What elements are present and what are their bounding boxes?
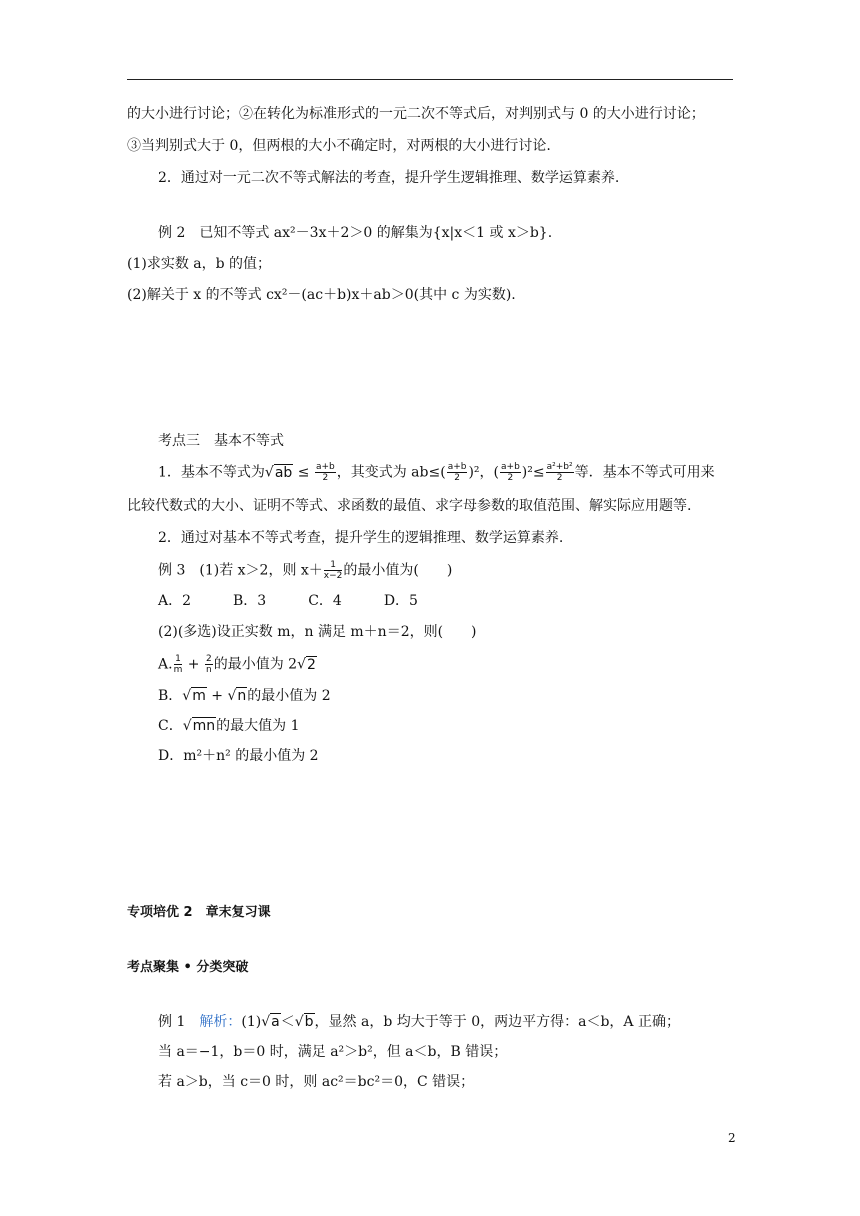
numerator: 1	[175, 654, 181, 664]
example-3-choices: A．2 B．3 C．4 D．5	[158, 593, 418, 609]
header-rule	[127, 79, 733, 80]
example-3-q1	[158, 560, 452, 581]
example-2-stem: 例 2 已知不等式 ax²－3x＋2＞0 的解集为{x|x＜1 或 x＞b}.	[158, 225, 553, 241]
radicand: ab	[274, 464, 293, 481]
radicand: 2	[307, 656, 316, 673]
analysis-line: 若 a＞b，当 c＝0 时，则 ac²＝bc²＝0，C 错误；	[158, 1074, 475, 1090]
numerator: a+b	[315, 462, 335, 472]
example-2-q1: (1)求实数 a，b 的值；	[127, 256, 272, 272]
fraction	[174, 654, 183, 675]
text-span: 例 3 (1)若 x＞2，则 x＋	[158, 562, 323, 579]
denominator: x−2	[323, 571, 343, 581]
sqrt-expression: √mn	[182, 718, 216, 734]
option-label: B．	[158, 688, 183, 704]
numerator: a+b	[447, 462, 467, 472]
fraction	[500, 462, 521, 483]
example-3-q2: (2)(多选)设正实数 m，n 满足 m＋n＝2，则( )	[158, 624, 477, 640]
text-line: ③当判别式大于 0，但两根的大小不确定时，对两根的大小进行讨论.	[127, 138, 551, 154]
radicand: b	[304, 1014, 314, 1030]
radicand: n	[237, 688, 247, 704]
sqrt-expression: √b	[294, 1014, 314, 1030]
option-label: A.	[158, 656, 173, 673]
fraction	[315, 462, 336, 483]
text-span: ，显然 a，b 均大于等于 0，两边平方得：a＜b，A 正确；	[314, 1014, 680, 1030]
fraction	[546, 462, 574, 483]
text-span: )²≤	[521, 464, 545, 481]
text-span: )²，(	[468, 464, 500, 481]
text-span: 的最大值为 1	[216, 718, 300, 734]
review-subheading: 考点聚集 • 分类突破	[127, 960, 249, 975]
text-span: (1)	[241, 1014, 262, 1030]
text-line: 2．通过对一元二次不等式解法的考查，提升学生逻辑推理、数学运算素养.	[158, 170, 620, 186]
option-label: C．	[158, 718, 183, 734]
sqrt-expression: √2	[297, 656, 316, 673]
analysis-label: 解析：	[199, 1014, 242, 1030]
text-span: ，其变式为 ab≤(	[336, 464, 446, 481]
radicand: m	[192, 688, 206, 704]
review-heading: 专项培优 2 章末复习课	[127, 905, 271, 920]
option-d: D．m²＋n² 的最小值为 2	[158, 748, 319, 764]
text-span: 的最小值为 2	[213, 656, 298, 673]
section-title: 考点三 基本不等式	[158, 433, 284, 449]
section-paragraph-1	[158, 462, 715, 483]
example-2-q2: (2)解关于 x 的不等式 cx²－(ac＋b)x＋ab＞0(其中 c 为实数).	[127, 287, 516, 303]
page-number: 2	[728, 1131, 736, 1145]
text-span: ＜	[280, 1014, 295, 1030]
fraction	[205, 654, 213, 675]
text-span: 的最小值为( )	[343, 562, 453, 579]
text-span: 的最小值为 2	[247, 688, 331, 704]
denominator: 2	[556, 473, 563, 483]
option-b	[158, 686, 331, 706]
text-span: +	[183, 656, 204, 673]
text-span: 例 1	[158, 1014, 200, 1030]
text-span: 等．基本不等式可用来	[574, 464, 715, 481]
numerator: 1	[324, 560, 343, 571]
denominator: m	[173, 665, 183, 675]
denominator: 2	[322, 473, 329, 483]
text-span: 1．基本不等式为	[158, 464, 265, 481]
section-paragraph-1-cont: 比较代数式的大小、证明不等式、求函数的最值、求字母参数的取值范围、解实际应用题等.	[127, 498, 692, 514]
fraction	[324, 560, 343, 581]
sqrt-expression: √n	[227, 688, 247, 704]
denominator: n	[205, 665, 212, 675]
analysis-line: 当 a＝−1，b＝0 时，满足 a²＞b²，但 a＜b，B 错误；	[158, 1044, 508, 1060]
denominator: 2	[454, 473, 460, 483]
option-c	[158, 716, 300, 736]
text-span: ≤	[293, 464, 314, 481]
text-line: 的大小进行讨论；②在转化为标准形式的一元二次不等式后，对判别式与 0 的大小进行讨论；	[127, 106, 705, 122]
sqrt-expression: √a	[261, 1014, 280, 1030]
numerator: a+b	[501, 462, 520, 472]
text-span: +	[206, 688, 228, 704]
radicand: mn	[192, 718, 216, 734]
radicand: a	[271, 1014, 280, 1030]
fraction	[447, 462, 468, 483]
section-paragraph-2: 2．通过对基本不等式考查，提升学生的逻辑推理、数学运算素养.	[158, 530, 564, 546]
denominator: 2	[507, 473, 514, 483]
example-1-analysis	[158, 1012, 680, 1032]
sqrt-expression: √m	[182, 688, 206, 704]
numerator: a²+b²	[546, 462, 573, 472]
sqrt-expression: √ab	[264, 464, 293, 481]
option-a	[158, 654, 317, 675]
numerator: 2	[205, 654, 212, 664]
